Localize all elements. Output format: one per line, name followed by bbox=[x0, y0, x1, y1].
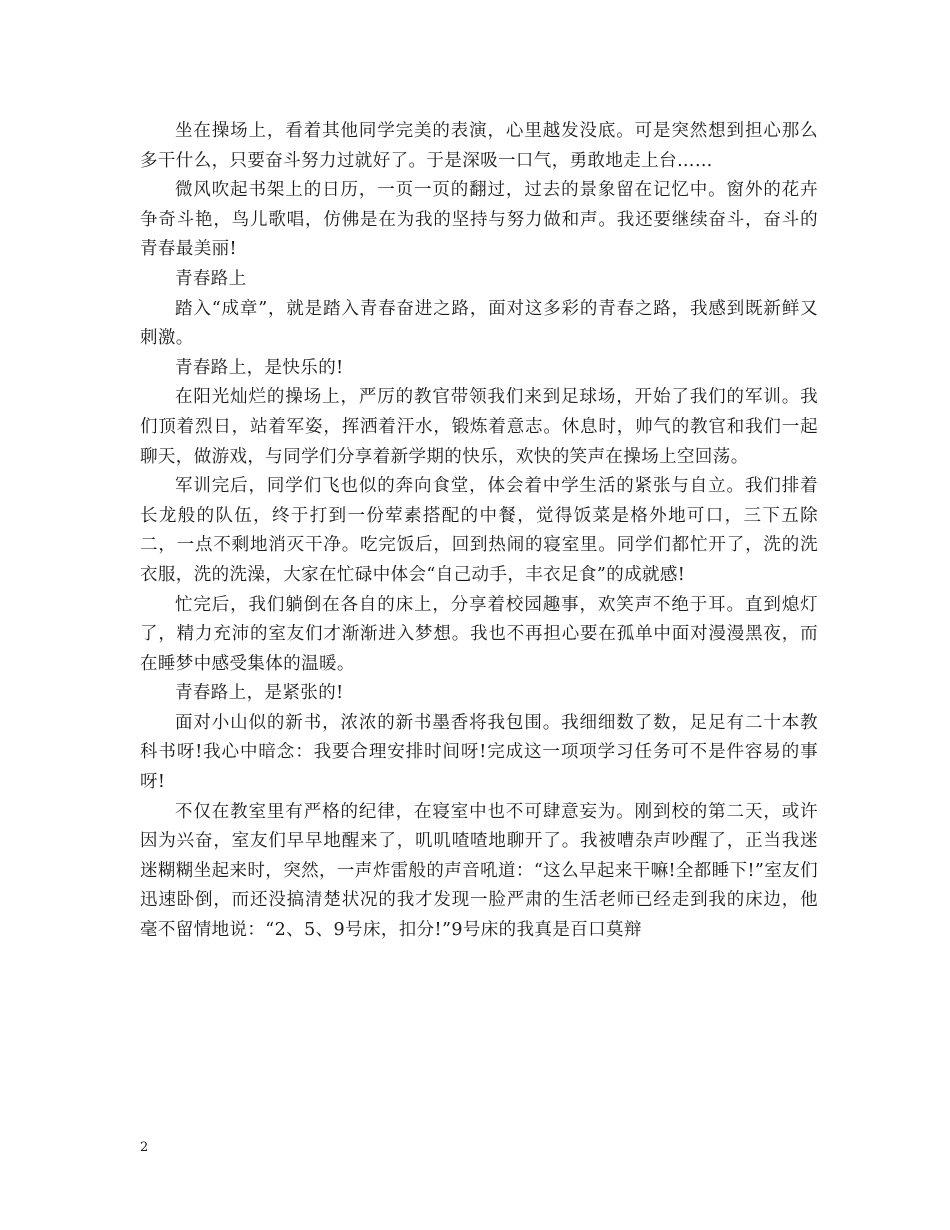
subheading: 青春路上，是紧张的! bbox=[175, 683, 344, 704]
paragraph: 军训完后，同学们飞也似的奔向食堂，体会着中学生活的紧张与自立。我们排着长龙般的队伍，终于打到一份荤素搭配的中餐，觉得饭菜是格外地可口，三下五除二，一点不剩地消灭干净。吃完饭后，回到热闹的寝室里。同学们都忙开了，洗的洗衣服，洗的洗澡，大家在忙碌中体会“自己动手，丰衣足食”的成就感! bbox=[140, 476, 818, 585]
paragraph: 踏入“成章”，就是踏入青春奋进之路，面对这多彩的青春之路，我感到既新鲜又刺激。 bbox=[140, 298, 818, 349]
section-heading: 青春路上 bbox=[175, 268, 247, 289]
paragraph: 在阳光灿烂的操场上，严厉的教官带领我们来到足球场，开始了我们的军训。我们顶着烈日，站着军姿，挥洒着汗水，锻炼着意志。休息时，帅气的教官和我们一起聊天，做游戏，与同学们分享着新学期的快乐，欢快的笑声在操场上空回荡。 bbox=[140, 387, 818, 467]
paragraph: 微风吹起书架上的日历，一页一页的翻过，过去的景象留在记忆中。窗外的花卉争奇斗艳，鸟儿歌唱，仿佛是在为我的坚持与努力做和声。我还要继续奋斗，奋斗的青春最美丽! bbox=[140, 180, 818, 260]
paragraph: 坐在操场上，看着其他同学完美的表演，心里越发没底。可是突然想到担心那么多干什么，只要奋斗努力过就好了。于是深吸一口气，勇敢地走上台…… bbox=[140, 121, 818, 171]
paragraph: 不仅在教室里有严格的纪律，在寝室中也不可肆意妄为。刚到校的第二天，或许因为兴奋，室友们早早地醒来了，叽叽喳喳地聊开了。我被嘈杂声吵醒了，正当我迷迷糊糊坐起来时，突然，一声炸雷般的声音吼道：“这么早起来干嘛!全都睡下!”室友们迅速卧倒，而还没搞清楚状况的我才发现一脸严肃的生活老师已经走到我的床边，他毫不留情地说：“2、5、9号床，扣分!”9号床的我真是百口莫辩 bbox=[140, 801, 818, 941]
page-number: 2 bbox=[140, 1140, 149, 1155]
paragraph: 忙完后，我们躺倒在各自的床上，分享着校园趣事，欢笑声不绝于耳。直到熄灯了，精力充沛的室友们才渐渐进入梦想。我也不再担心要在孤单中面对漫漫黑夜，而在睡梦中感受集体的温暖。 bbox=[140, 594, 818, 674]
paragraph: 面对小山似的新书，浓浓的新书墨香将我包围。我细细数了数，足足有二十本教科书呀!我心中暗念：我要合理安排时间呀!完成这一项项学习任务可不是件容易的事呀! bbox=[140, 712, 818, 793]
body-text bbox=[140, 117, 818, 946]
subheading: 青春路上，是快乐的! bbox=[175, 357, 344, 378]
